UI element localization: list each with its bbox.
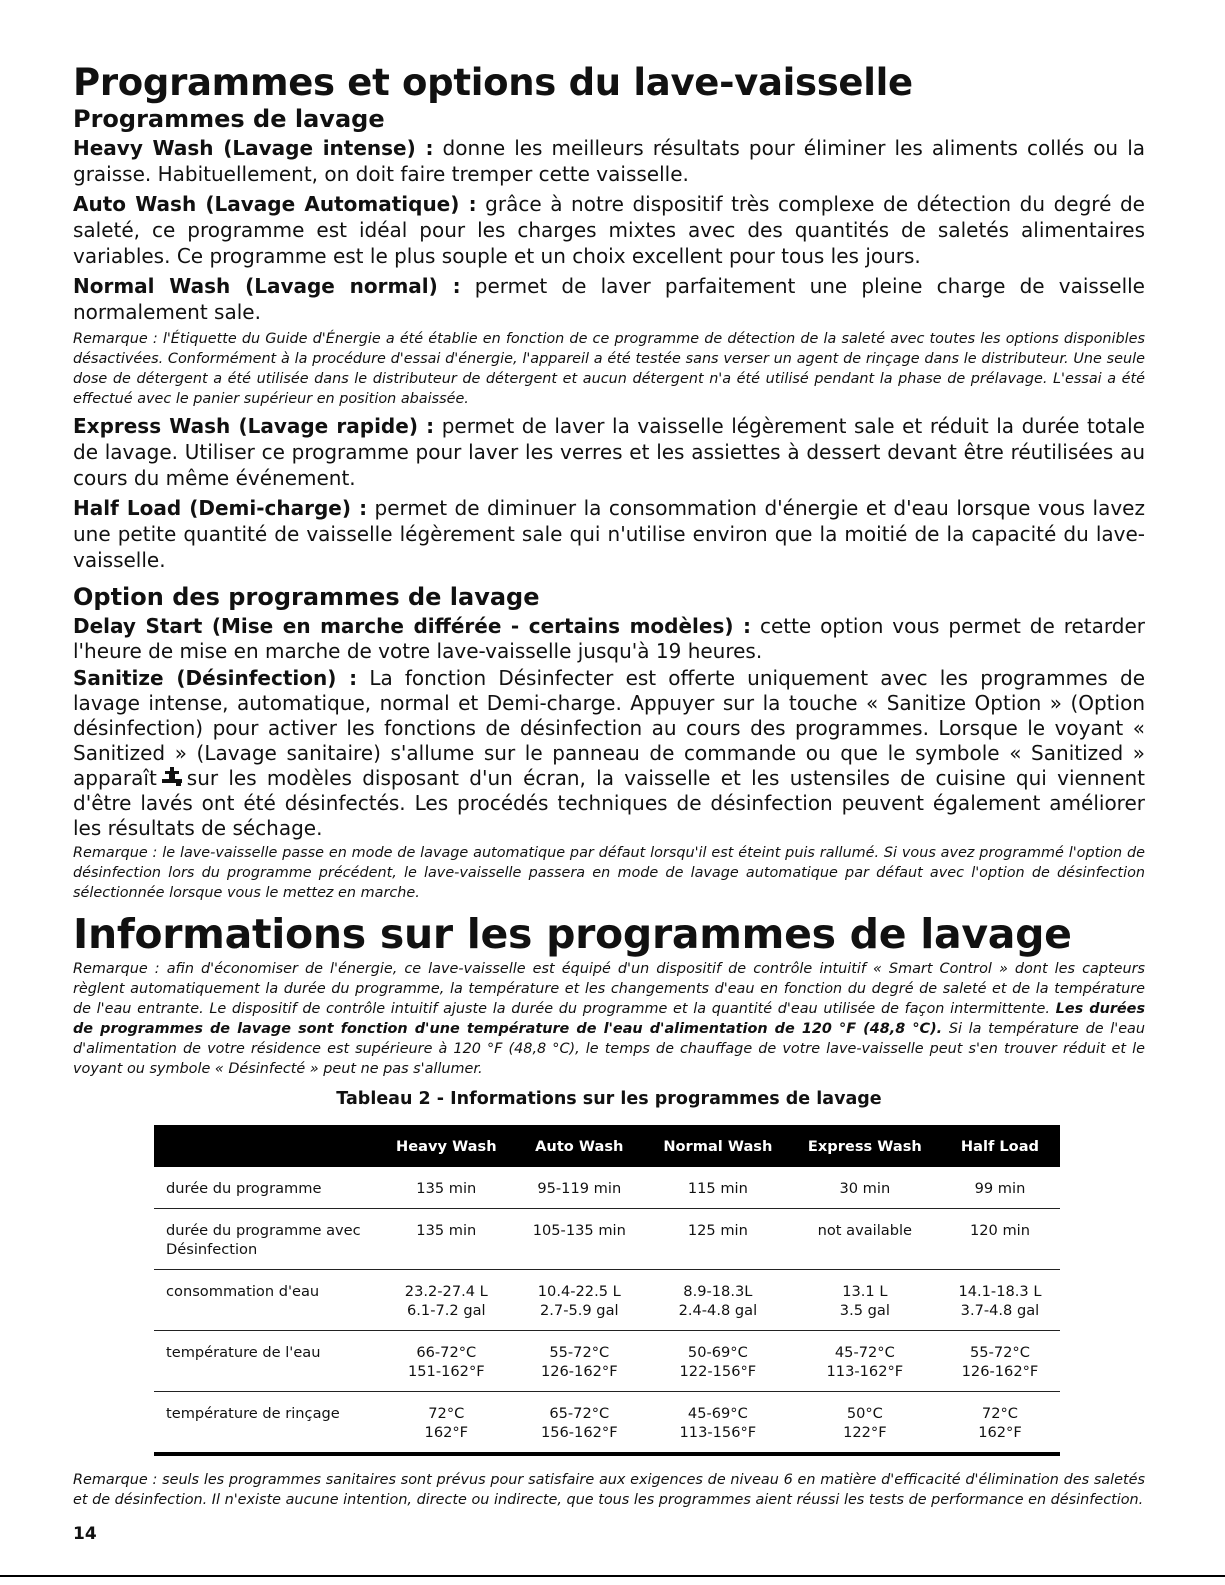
table-cell xyxy=(380,1270,513,1331)
table-cell xyxy=(790,1167,940,1209)
program-text: permet de laver la vaisselle légèrement sale et réduit la durée totale de lavage. Utiliser ce programme pour laver les verres et les assiettes à dessert devant être réutilisées au cours du même événement. xyxy=(73,414,1145,491)
table-cell xyxy=(646,1392,790,1455)
table-cell xyxy=(646,1270,790,1331)
table-cell xyxy=(380,1167,513,1209)
sanitary-note: Remarque : seuls les programmes sanitaires sont prévus pour satisfaire aux exigences de niveau 6 en matière d'efficacité d'élimination des saletés et de désinfection. Il n'existe aucune intention, directe ou indirecte, que tous les programmes aient réussi les tests de performance en désinfection. xyxy=(73,1472,1145,1509)
table-cell-line: 8.9-18.3L xyxy=(683,1283,753,1301)
table-cell xyxy=(940,1392,1060,1455)
program-express xyxy=(73,413,1145,491)
option-text: La fonction Désinfecter est offerte uniquement avec les programmes de lavage intense, automatique, normal et Demi-charge. Appuyer sur la touche « Sanitize Option » (Option désinfection) pour activer les fonctions de désinfection au cours des programmes. Lorsque le voyant « Sanitized » (Lavage sanitaire) s'allume sur le panneau de commande ou que le symbole « Sanitized » apparaît xyxy=(73,666,1146,791)
table-cell-line: 23.2-27.4 L xyxy=(404,1283,488,1301)
table-cell xyxy=(513,1270,646,1331)
table-cell xyxy=(513,1331,646,1392)
table-cell-line: 156-162°F xyxy=(540,1424,618,1442)
table-cell-line: 65-72°C xyxy=(549,1405,610,1423)
main-title-info: Informations sur les programmes de lavage xyxy=(73,910,1072,959)
program-auto xyxy=(73,191,1145,269)
table-cell-line: 13.1 L xyxy=(842,1283,888,1301)
option-delay-start xyxy=(73,614,1145,664)
table-cell-line: 99 min xyxy=(974,1180,1026,1198)
note-bold-text: Les durées de programmes de lavage sont fonction d'une température de l'eau d'alimentation de 120 °F (48,8 °C). xyxy=(73,1001,1146,1038)
program-normal xyxy=(73,273,1145,325)
table-row-label: durée du programme avec Désinfection xyxy=(154,1209,380,1270)
table-cell-line: 162°F xyxy=(978,1424,1022,1442)
table-row-label: température de rinçage xyxy=(154,1392,380,1455)
table-cell-line: 10.4-22.5 L xyxy=(537,1283,621,1301)
program-info-table xyxy=(154,1125,1060,1456)
program-text: permet de diminuer la consommation d'énergie et d'eau lorsque vous lavez une petite quantité de vaisselle légèrement sale qui n'utilise environ que la moitié de la capacité du lave-vaisselle. xyxy=(73,496,1145,573)
table-cell xyxy=(380,1392,513,1455)
table-cell-line: 14.1-18.3 L xyxy=(958,1283,1042,1301)
table-cell xyxy=(646,1331,790,1392)
program-text: permet de laver parfaitement une pleine charge de vaisselle normalement sale. xyxy=(73,274,1145,325)
table-cell-line: not available xyxy=(817,1222,913,1240)
table-cell xyxy=(790,1209,940,1270)
table-header-row xyxy=(154,1125,1060,1167)
table-header-cell: Half Load xyxy=(940,1125,1060,1167)
table-row xyxy=(154,1392,1060,1455)
table-cell-line: 113-156°F xyxy=(679,1424,757,1442)
table-cell-line: 126-162°F xyxy=(540,1363,618,1381)
section-title-options: Option des programmes de lavage xyxy=(73,583,540,612)
table-cell xyxy=(790,1331,940,1392)
smart-control-note xyxy=(73,959,1145,1079)
table-cell-line: 120 min xyxy=(969,1222,1030,1240)
table-row-label: durée du programme xyxy=(154,1167,380,1209)
table-row xyxy=(154,1209,1060,1270)
table-cell xyxy=(513,1209,646,1270)
table-cell-line: 105-135 min xyxy=(532,1222,626,1240)
table-cell-line: 30 min xyxy=(839,1180,891,1198)
bottom-rule xyxy=(0,1575,1225,1577)
table-cell-line: 125 min xyxy=(687,1222,748,1240)
program-text: grâce à notre dispositif très complexe de détection du degré de saleté, ce programme est idéal pour les charges mixtes avec des quantités de saletés alimentaires variables. Ce programme est le plus souple et un choix excellent pour tous les jours. xyxy=(73,192,1145,269)
program-name: Normal Wash (Lavage normal) : xyxy=(73,274,461,299)
table-cell-line: 113-162°F xyxy=(826,1363,904,1381)
program-text: donne les meilleurs résultats pour éliminer les aliments collés ou la graisse. Habituellement, on doit faire tremper cette vaisselle. xyxy=(73,136,1145,187)
table-header-cell: Auto Wash xyxy=(513,1125,646,1167)
table-cell-line: 122°F xyxy=(843,1424,887,1442)
section-title-programs: Programmes de lavage xyxy=(73,104,385,133)
table-row xyxy=(154,1167,1060,1209)
table-header-cell: Express Wash xyxy=(790,1125,940,1167)
table-cell-line: 151-162°F xyxy=(407,1363,485,1381)
table-row-label: température de l'eau xyxy=(154,1331,380,1392)
table-cell xyxy=(513,1167,646,1209)
table-cell-line: 6.1-7.2 gal xyxy=(407,1302,486,1320)
table-header-cell: Heavy Wash xyxy=(380,1125,513,1167)
table-cell xyxy=(646,1209,790,1270)
table-cell-line: 115 min xyxy=(687,1180,748,1198)
table-row-label: consommation d'eau xyxy=(154,1270,380,1331)
table-cell-line: 45-72°C xyxy=(834,1344,895,1362)
table-cell xyxy=(940,1167,1060,1209)
table-cell-line: 55-72°C xyxy=(970,1344,1030,1362)
table-cell-line: 66-72°C xyxy=(416,1344,477,1362)
table-cell-line: 45-69°C xyxy=(687,1405,748,1423)
table-cell xyxy=(790,1392,940,1455)
table-cell-line: 135 min xyxy=(416,1180,477,1198)
table-cell-line: 122-156°F xyxy=(679,1363,757,1381)
default-mode-note: Remarque : le lave-vaisselle passe en mode de lavage automatique par défaut lorsqu'il est éteint puis rallumé. Si vous avez programmé l'option de désinfection lors du programme précédent, le lave-vaisselle passera en mode de lavage automatique par défaut avec l'option de désinfection sélectionnée lorsque vous le mettez en marche. xyxy=(73,845,1145,902)
table-cell-line: 2.7-5.9 gal xyxy=(539,1302,619,1320)
table-cell-line: 3.5 gal xyxy=(839,1302,890,1320)
table-cell xyxy=(380,1209,513,1270)
table-cell-line: 126-162°F xyxy=(961,1363,1039,1381)
table-cell-line: 72°C xyxy=(981,1405,1018,1423)
table-cell xyxy=(790,1270,940,1331)
option-name: Delay Start (Mise en marche différée - certains modèles) : xyxy=(73,614,752,639)
table-title: Tableau 2 - Informations sur les programmes de lavage xyxy=(336,1089,882,1110)
table-cell-line: 72°C xyxy=(428,1405,465,1423)
program-heavy xyxy=(73,135,1145,187)
option-text: cette option vous permet de retarder l'heure de mise en marche de votre lave-vaisselle jusqu'à 19 heures. xyxy=(73,614,1145,664)
program-name: Auto Wash (Lavage Automatique) : xyxy=(73,192,477,217)
table-cell-line: 3.7-4.8 gal xyxy=(960,1302,1040,1320)
program-name: Half Load (Demi-charge) : xyxy=(73,496,368,521)
energy-guide-note: Remarque : l'Étiquette du Guide d'Énergie a été établie en fonction de ce programme de détection de la saleté avec toutes les options disponibles désactivées. Conformément à la procédure d'essai d'énergie, l'appareil a été testée sans verser un agent de rinçage dans le distributeur. Une seule dose de détergent a été utilisée dans le distributeur de détergent et aucun détergent n'a été utilisé pendant la phase de prélavage. L'essai a été effectué avec le panier supérieur en position abaissée. xyxy=(73,331,1145,408)
table-header-cell: Normal Wash xyxy=(646,1125,790,1167)
option-text: sur les modèles disposant d'un écran, la vaisselle et les ustensiles de cuisine qui viennent d'être lavés ont été désinfectés. Les procédés techniques de désinfection peuvent également améliorer les résultats de séchage. xyxy=(73,766,1145,841)
table-cell-line: 135 min xyxy=(416,1222,477,1240)
table-cell xyxy=(940,1331,1060,1392)
table-cell-line: 95-119 min xyxy=(537,1180,622,1198)
table-row xyxy=(154,1331,1060,1392)
table-cell-line: 55-72°C xyxy=(549,1344,610,1362)
program-name: Heavy Wash (Lavage intense) : xyxy=(73,136,434,161)
table-row xyxy=(154,1270,1060,1331)
program-name: Express Wash (Lavage rapide) : xyxy=(73,414,435,439)
program-half-load xyxy=(73,495,1145,573)
table-header-cell xyxy=(154,1125,380,1167)
option-sanitize xyxy=(73,666,1145,841)
table-cell xyxy=(940,1270,1060,1331)
sanitized-faucet-icon xyxy=(161,767,183,787)
table-cell xyxy=(646,1167,790,1209)
table-cell xyxy=(513,1392,646,1455)
main-title: Programmes et options du lave-vaisselle xyxy=(73,61,913,104)
table-cell xyxy=(380,1331,513,1392)
table-cell-line: 50°C xyxy=(846,1405,883,1423)
note-text: Remarque : afin d'économiser de l'énergie, ce lave-vaisselle est équipé d'un dispositif de contrôle intuitif « Smart Control » dont les capteurs règlent automatiquement la durée du programme, la température et les changements d'eau en fonction du degré de saleté et de la température de l'eau entrante. Le dispositif de contrôle intuitif ajuste la durée du programme et la quantité d'eau utilisée de façon intermittente. xyxy=(73,961,1145,1018)
page-number: 14 xyxy=(73,1524,97,1545)
table-cell-line: 2.4-4.8 gal xyxy=(678,1302,758,1320)
page xyxy=(73,62,1145,1544)
table-wrapper xyxy=(154,1125,1060,1456)
table-cell-line: 50-69°C xyxy=(687,1344,748,1362)
option-name: Sanitize (Désinfection) : xyxy=(73,666,358,691)
table-cell-line: 162°F xyxy=(424,1424,469,1442)
note-text: Si la température de l'eau d'alimentation de votre résidence est supérieure à 120 °F (48,8 °C), le temps de chauffage de votre lave-vaisselle peut s'en trouver réduit et le voyant ou symbole « Désinfecté » peut ne pas s'allumer. xyxy=(73,1021,1145,1078)
table-cell xyxy=(940,1209,1060,1270)
